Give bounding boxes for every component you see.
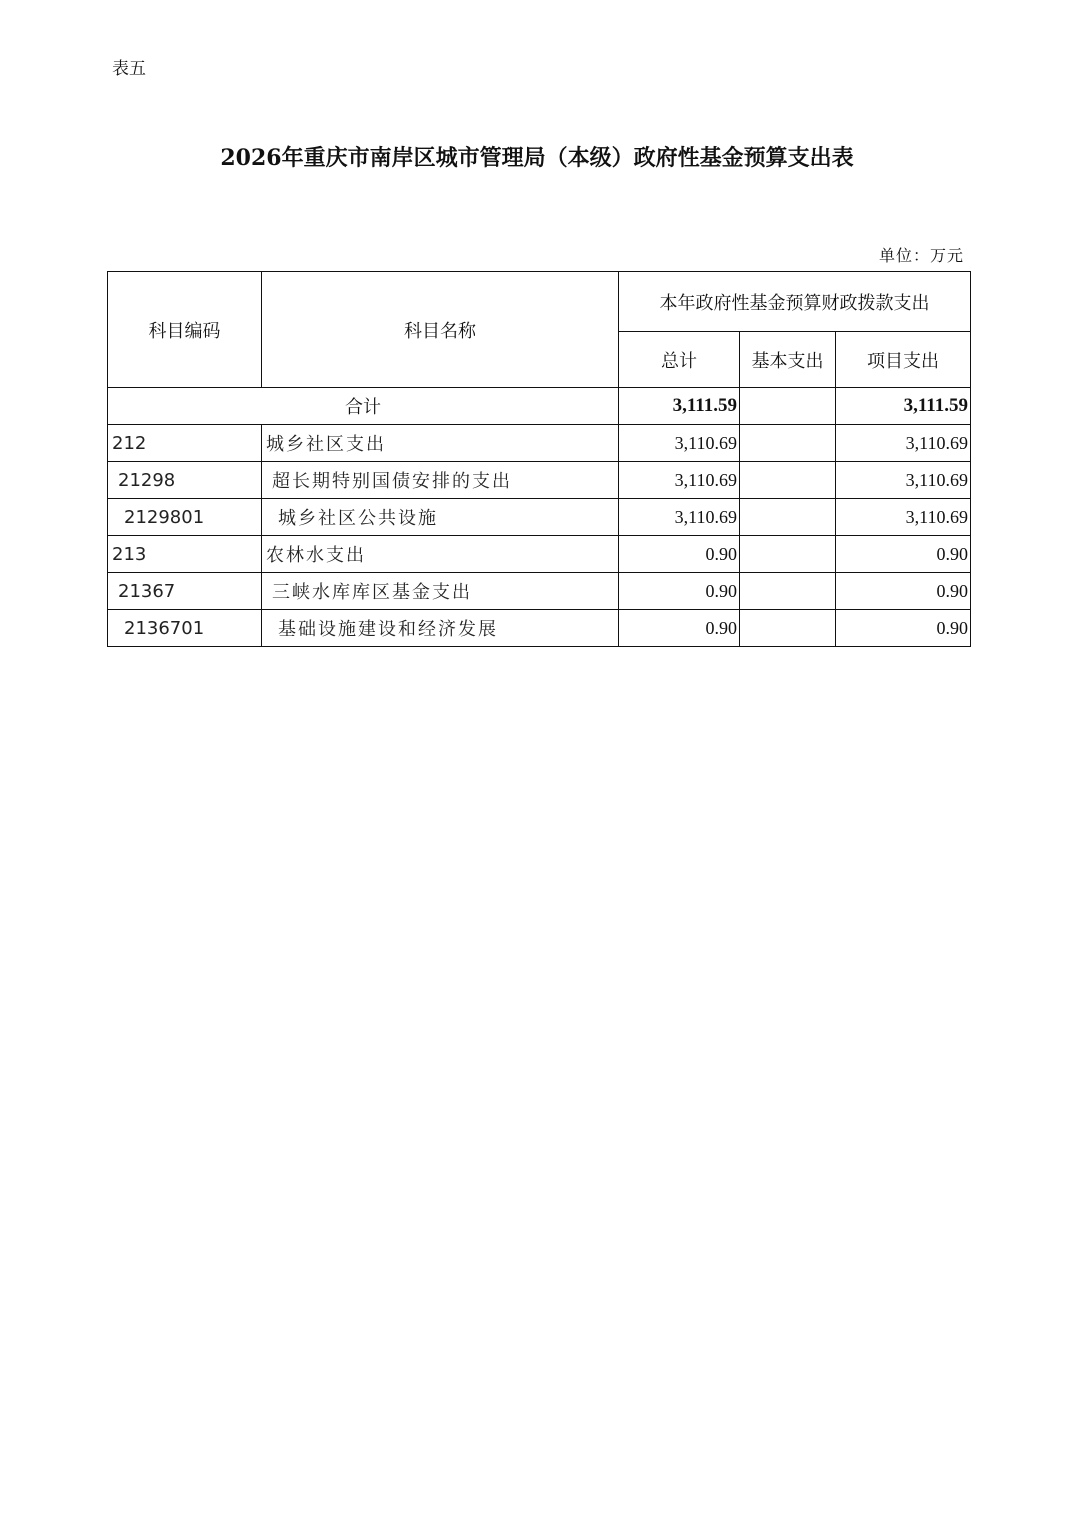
budget-table xyxy=(107,271,971,647)
row-code: 2136701 xyxy=(108,610,262,647)
row-name: 超长期特别国债安排的支出 xyxy=(262,462,619,499)
row-basic xyxy=(740,573,836,610)
row-project: 0.90 xyxy=(836,536,971,573)
row-basic xyxy=(740,610,836,647)
total-label: 合计 xyxy=(108,388,619,425)
table-row xyxy=(108,536,971,573)
page-title: 2026年重庆市南岸区城市管理局（本级）政府性基金预算支出表 xyxy=(220,145,854,171)
page-label: 表五 xyxy=(112,59,146,79)
header-total: 总计 xyxy=(619,332,740,388)
unit-label: 单位：万元 xyxy=(878,246,964,265)
table-row xyxy=(108,610,971,647)
row-total: 0.90 xyxy=(619,573,740,610)
header-project: 项目支出 xyxy=(836,332,971,388)
header-code: 科目编码 xyxy=(108,272,262,388)
row-project: 0.90 xyxy=(836,573,971,610)
row-basic xyxy=(740,499,836,536)
table-row xyxy=(108,425,971,462)
row-code: 2129801 xyxy=(108,499,262,536)
row-name: 城乡社区公共设施 xyxy=(262,499,619,536)
total-total: 3,111.59 xyxy=(619,388,740,425)
table-row xyxy=(108,573,971,610)
header-group: 本年政府性基金预算财政拨款支出 xyxy=(619,272,971,332)
total-basic xyxy=(740,388,836,425)
table-row xyxy=(108,462,971,499)
header-basic: 基本支出 xyxy=(740,332,836,388)
row-project: 3,110.69 xyxy=(836,499,971,536)
row-name: 农林水支出 xyxy=(262,536,619,573)
row-total: 0.90 xyxy=(619,536,740,573)
total-row xyxy=(108,388,971,425)
row-name: 三峡水库库区基金支出 xyxy=(262,573,619,610)
row-code: 213 xyxy=(108,536,262,573)
header-name: 科目名称 xyxy=(262,272,619,388)
row-project: 0.90 xyxy=(836,610,971,647)
row-project: 3,110.69 xyxy=(836,462,971,499)
row-name: 城乡社区支出 xyxy=(262,425,619,462)
row-code: 21367 xyxy=(108,573,262,610)
row-basic xyxy=(740,462,836,499)
row-basic xyxy=(740,536,836,573)
row-total: 3,110.69 xyxy=(619,462,740,499)
row-total: 3,110.69 xyxy=(619,499,740,536)
row-name: 基础设施建设和经济发展 xyxy=(262,610,619,647)
row-total: 0.90 xyxy=(619,610,740,647)
row-total: 3,110.69 xyxy=(619,425,740,462)
row-basic xyxy=(740,425,836,462)
table-row xyxy=(108,499,971,536)
row-code: 21298 xyxy=(108,462,262,499)
row-code: 212 xyxy=(108,425,262,462)
total-project: 3,111.59 xyxy=(836,388,971,425)
row-project: 3,110.69 xyxy=(836,425,971,462)
